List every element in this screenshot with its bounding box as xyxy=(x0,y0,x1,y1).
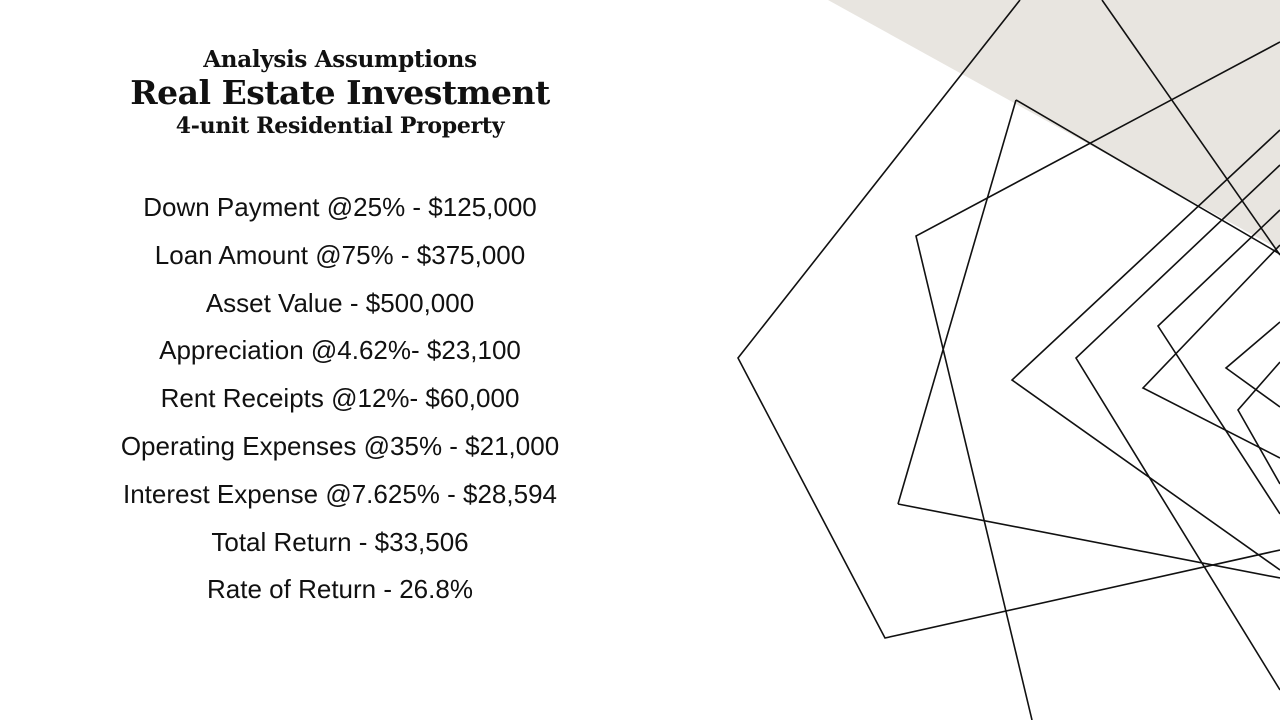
beige-triangle-shape xyxy=(828,0,1280,250)
assumption-interest-expense: Interest Expense @7.625% - $28,594 xyxy=(122,478,557,509)
inner-chevron-c xyxy=(1158,210,1280,514)
slide-kicker: Analysis Assumptions xyxy=(203,46,477,73)
slide-subtitle: 4-unit Residential Property xyxy=(175,113,505,139)
inner-chevron-d xyxy=(1143,245,1280,458)
frame-bottom-line xyxy=(898,504,1280,578)
assumption-asset-value: Asset Value - $500,000 xyxy=(205,287,475,318)
assumption-down-payment: Down Payment @25% - $125,000 xyxy=(143,192,537,222)
assumptions-list xyxy=(60,184,620,614)
frame-left-line xyxy=(898,100,1016,504)
assumption-rate-of-return: Rate of Return - 26.8% xyxy=(207,574,473,605)
assumption-operating-expenses: Operating Expenses @35% - $21,000 xyxy=(120,430,560,461)
inner-chevron-e xyxy=(1226,322,1280,407)
slide-title: Real Estate Investment xyxy=(130,73,550,112)
assumption-rent-receipts: Rent Receipts @12%- $60,000 xyxy=(160,383,520,414)
inner-chevron-b xyxy=(1076,165,1280,690)
assumption-total-return: Total Return - $33,506 xyxy=(211,526,469,557)
title-block xyxy=(90,40,590,140)
assumption-appreciation: Appreciation @4.62%- $23,100 xyxy=(159,335,521,366)
assumption-loan-amount: Loan Amount @75% - $375,000 xyxy=(154,239,526,270)
